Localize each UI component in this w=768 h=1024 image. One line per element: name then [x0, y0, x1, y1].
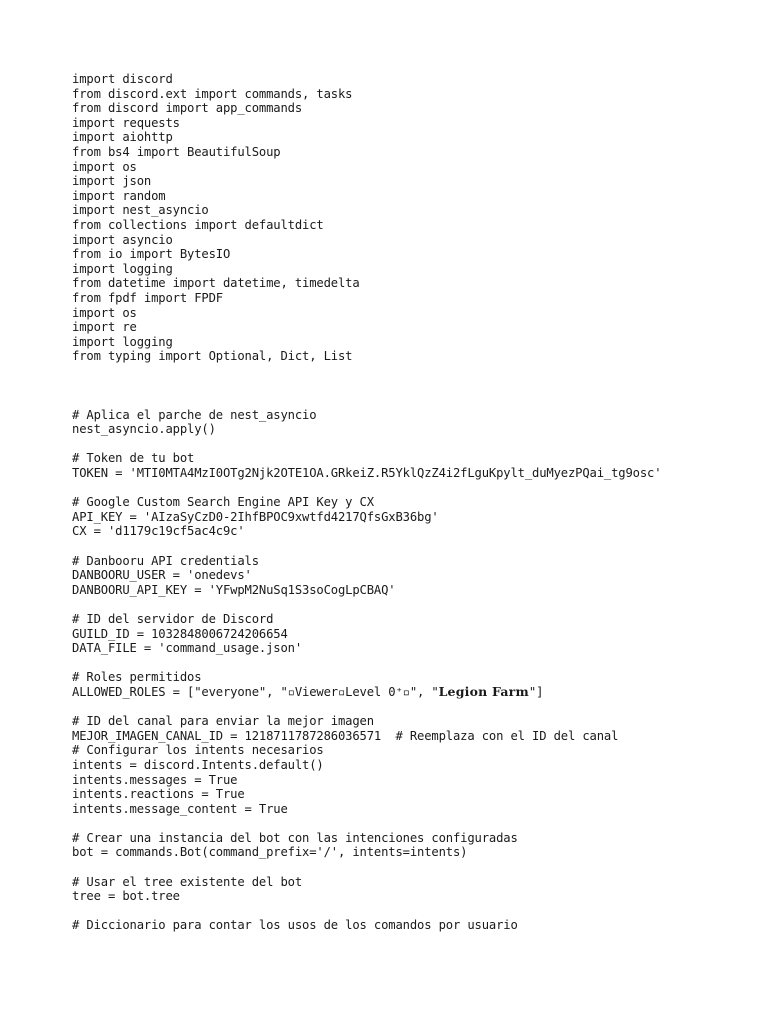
code-comment: # ID del canal para enviar la mejor imagen: [72, 714, 374, 729]
blank-line: [72, 481, 732, 496]
blank-line: [72, 656, 732, 671]
code-line: DANBOORU_API_KEY = 'YFwpM2NuSq1S3soCogLpCBAQ': [72, 582, 396, 597]
blank-line: [72, 539, 732, 554]
code-line: import re: [72, 320, 137, 335]
code-line: import nest_asyncio: [72, 203, 209, 218]
code-document: [72, 72, 732, 933]
code-line: from collections import defaultdict: [72, 217, 324, 232]
blank-line: [72, 597, 732, 612]
code-line: GUILD_ID = 1032848006724206654: [72, 626, 288, 641]
code-line: from bs4 import BeautifulSoup: [72, 144, 281, 159]
blank-line: [72, 437, 732, 452]
code-line: DATA_FILE = 'command_usage.json': [72, 641, 302, 656]
blank-line: [72, 860, 732, 875]
blank-line: [72, 364, 732, 379]
code-comment: # Usar el tree existente del bot: [72, 874, 302, 889]
code-line: import json: [72, 174, 152, 189]
code-line: import aiohttp: [72, 130, 173, 145]
code-comment: # Token de tu bot: [72, 451, 195, 466]
code-comment: # ID del servidor de Discord: [72, 611, 274, 626]
code-line: import discord: [72, 72, 173, 86]
code-line: nest_asyncio.apply(): [72, 422, 216, 437]
imports-block: [72, 72, 732, 364]
code-line: intents.message_content = True: [72, 801, 288, 816]
code-line: bot = commands.Bot(command_prefix='/', intents=intents): [72, 845, 468, 860]
code-line: import random: [72, 188, 166, 203]
code-line: import requests: [72, 115, 180, 130]
roles-prefix: ALLOWED_ROLES = ["everyone", "▫Viewer▫Level 0⁺▫", ": [72, 684, 439, 699]
code-comment: # Google Custom Search Engine API Key y CX: [72, 495, 374, 510]
code-comment: # Crear una instancia del bot con las intenciones configuradas: [72, 830, 518, 845]
code-comment: # Aplica el parche de nest_asyncio: [72, 407, 317, 422]
code-line: from discord import app_commands: [72, 101, 302, 116]
code-line: import asyncio: [72, 232, 173, 247]
code-line: from io import BytesIO: [72, 247, 231, 262]
code-line: import os: [72, 305, 137, 320]
code-line: CX = 'd1179c19cf5ac4c9c': [72, 524, 245, 539]
code-line: TOKEN = 'MTI0MTA4MzI0OTg2Njk2OTE1OA.GRkeiZ.R5YklQzZ4i2fLguKpylt_duMyezPQai_tg9osc': [72, 466, 662, 481]
roles-suffix: "]: [528, 684, 544, 699]
code-line: API_KEY = 'AIzaSyCzD0-2IhfBPOC9xwtfd4217QfsGxB36bg': [72, 509, 439, 524]
blank-line: [72, 816, 732, 831]
code-line: from discord.ext import commands, tasks: [72, 86, 353, 101]
roles-bold-name: Legion Farm: [438, 683, 529, 699]
code-line: import logging: [72, 334, 173, 349]
code-comment: # Configurar los intents necesarios: [72, 743, 324, 758]
code-line: tree = bot.tree: [72, 889, 180, 904]
code-comment: # Danbooru API credentials: [72, 553, 259, 568]
allowed-roles-line: [72, 685, 732, 700]
code-line: intents = discord.Intents.default(): [72, 757, 324, 772]
blank-line: [72, 378, 732, 393]
code-line: import os: [72, 159, 137, 174]
code-line: from datetime import datetime, timedelta: [72, 276, 360, 291]
code-comment: # Diccionario para contar los usos de los comandos por usuario: [72, 918, 518, 933]
code-line: DANBOORU_USER = 'onedevs': [72, 568, 252, 583]
code-comment: # Roles permitidos: [72, 670, 202, 685]
blank-line: [72, 700, 732, 715]
code-line: from typing import Optional, Dict, List: [72, 349, 353, 364]
code-line: from fpdf import FPDF: [72, 290, 223, 305]
code-line: import logging: [72, 261, 173, 276]
code-line: MEJOR_IMAGEN_CANAL_ID = 1218711787286036571 # Reemplaza con el ID del canal: [72, 728, 619, 743]
code-line: intents.messages = True: [72, 772, 238, 787]
code-line: intents.reactions = True: [72, 787, 245, 802]
blank-line: [72, 904, 732, 919]
blank-line: [72, 393, 732, 408]
